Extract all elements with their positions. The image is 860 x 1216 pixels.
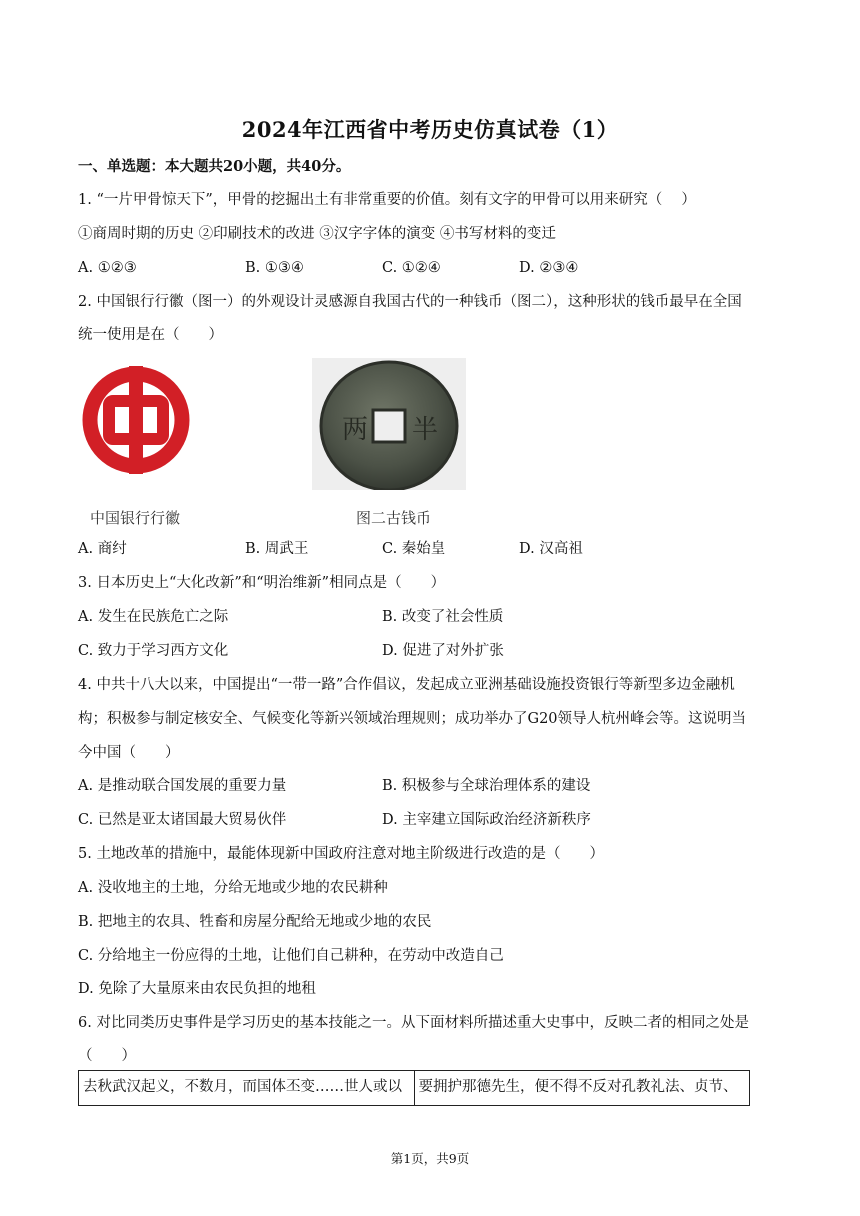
coin-char-right: 半: [412, 415, 439, 445]
q5-option-d: D. 免除了大量原来由农民负担的地租: [78, 981, 316, 997]
question-4-stem-line1: 4. 中共十八大以来，中国提出“一带一路”合作倡议，发起成立亚洲基础设施投资银行等新型多边金融机: [78, 677, 735, 693]
bank-of-china-logo: [80, 360, 192, 478]
q2-option-d: D. 汉高祖: [519, 541, 583, 557]
page-footer: 第1页，共9页: [390, 1151, 470, 1166]
question-1-stem: 1. “一片甲骨惊天下”，甲骨的挖掘出土有非常重要的价值。刻有文字的甲骨可以用来研究（ ）: [78, 192, 696, 208]
q4-option-b: B. 积极参与全球治理体系的建设: [382, 778, 591, 794]
material-table: [78, 1070, 750, 1106]
q5-option-b: B. 把地主的农具、牲畜和房屋分配给无地或少地的农民: [78, 914, 432, 930]
question-2-stem-line2: 统一使用是在（ ）: [78, 327, 223, 343]
figure-2-caption: 图二古钱币: [356, 509, 432, 527]
q5-option-a: A. 没收地主的土地，分给无地或少地的农民耕种: [78, 880, 388, 896]
table-row: [79, 1071, 750, 1106]
question-4-stem-line3: 今中国（ ）: [78, 745, 180, 761]
material-right-cell: 要拥护那德先生，便不得不反对孔教礼法、贞节、: [414, 1071, 750, 1106]
q4-option-d: D. 主宰建立国际政治经济新秩序: [382, 812, 591, 828]
ancient-coin-image: [312, 358, 466, 490]
q2-option-b: B. 周武王: [245, 541, 309, 557]
question-3-stem: 3. 日本历史上“大化改新”和“明治维新”相同点是（ ）: [78, 575, 446, 591]
figure-1-caption: 中国银行行徽: [90, 509, 181, 527]
question-6-stem-line1: 6. 对比同类历史事件是学习历史的基本技能之一。从下面材料所描述重大史事中，反映二者的相同之处是: [78, 1015, 749, 1031]
question-6-stem-line2: （ ）: [78, 1048, 136, 1064]
q1-option-a: A. ①②③: [78, 260, 137, 276]
q1-option-c: C. ①②④: [382, 260, 441, 276]
question-2-stem-line1: 2. 中国银行行徽（图一）的外观设计灵感源自我国古代的一种钱币（图二），这种形状的钱币最早在全国: [78, 294, 742, 310]
material-left-cell: 去秋武汉起义，不数月，而国体丕变……世人或以: [79, 1071, 415, 1106]
section-heading: 一、单选题：本大题共20小题，共40分。: [78, 158, 351, 175]
page-title: 2024年江西省中考历史仿真试卷（1）: [241, 117, 619, 142]
question-5-stem: 5. 土地改革的措施中，最能体现新中国政府注意对地主阶级进行改造的是（ ）: [78, 846, 604, 862]
q5-option-c: C. 分给地主一份应得的土地，让他们自己耕种，在劳动中改造自己: [78, 948, 504, 964]
q4-option-a: A. 是推动联合国发展的重要力量: [78, 778, 287, 794]
q1-option-b: B. ①③④: [245, 260, 304, 276]
q3-option-d: D. 促进了对外扩张: [382, 643, 504, 659]
coin-char-left: 两: [342, 415, 369, 445]
q3-option-c: C. 致力于学习西方文化: [78, 643, 229, 659]
q1-option-d: D. ②③④: [519, 260, 579, 276]
question-4-stem-line2: 构；积极参与制定核安全、气候变化等新兴领域治理规则；成功举办了G20领导人杭州峰会等。这说明当: [78, 711, 747, 727]
q3-option-b: B. 改变了社会性质: [382, 609, 504, 625]
q2-option-a: A. 商纣: [78, 541, 127, 557]
q2-option-c: C. 秦始皇: [382, 541, 446, 557]
q4-option-c: C. 已然是亚太诸国最大贸易伙伴: [78, 812, 287, 828]
q3-option-a: A. 发生在民族危亡之际: [78, 609, 229, 625]
question-1-items: ①商周时期的历史 ②印刷技术的改进 ③汉字字体的演变 ④书写材料的变迁: [78, 226, 556, 242]
